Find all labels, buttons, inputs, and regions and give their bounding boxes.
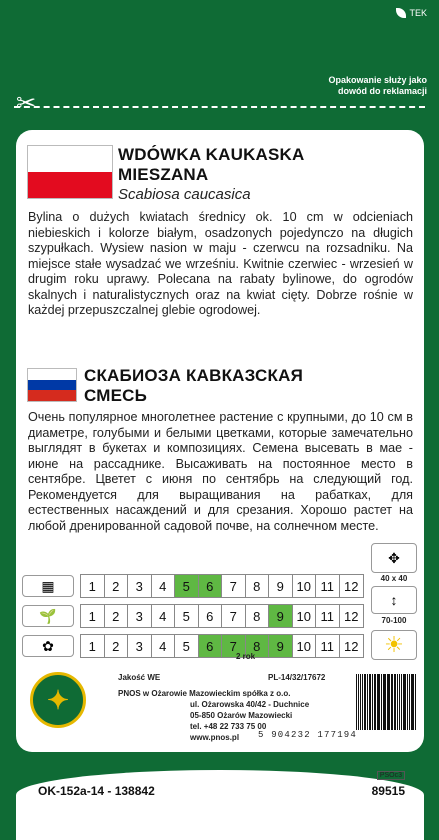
pl-title-line2: MIESZANA: [118, 165, 209, 184]
planting-month-cell: 11: [316, 605, 340, 627]
spacing-label: 40 x 40: [380, 574, 408, 583]
lot-number: 89515: [371, 784, 405, 798]
flowering-month-cell: 12: [340, 635, 364, 657]
flowering-month-cell: 11: [316, 635, 340, 657]
flowering-month-cell: 5: [175, 635, 199, 657]
pnos-badge-icon: ✦: [30, 672, 86, 728]
pl-description: Bylina o dużych kwiatach średnicy ok. 10 cm w odcieniach niebieskich i kolorze białym, osadzonych pojedynczo na długich szypułkach. Wysiew nasion w maju - czerwcu na rozsadniku. Na miejsce stałe wysadzać we wrześniu. Kwitnie czerwiec - wrzesień w drugim roku uprawy. Polecana na rabaty bylinowe, do ogrodów skalnych i naturalistycznych oraz na kwiat cięty. Dobrze rośnie w każdej przepuszczalnej glebie ogrodowej.: [28, 210, 413, 317]
planting-month-cell: 8: [246, 605, 270, 627]
planting-month-cell: 10: [293, 605, 317, 627]
flowering-row: [22, 634, 366, 658]
sun-icon: ☀: [371, 630, 417, 660]
company-city: 05-850 Ożarów Mazowiecki: [190, 711, 293, 720]
planting-row: [22, 604, 366, 628]
planting-month-cell: 4: [152, 605, 176, 627]
sowing-month-cell: 2: [105, 575, 129, 597]
sowing-month-cell: 4: [152, 575, 176, 597]
russia-flag-icon: [27, 368, 77, 402]
company-street: ul. Ożarowska 40/42 - Duchnice: [190, 700, 310, 709]
spacing-icon: ✥: [371, 543, 417, 573]
sowing-month-cell: 6: [199, 575, 223, 597]
flowering-month-cell: 3: [128, 635, 152, 657]
pso-label: PSOc3: [377, 771, 405, 780]
planting-cells: [80, 604, 364, 628]
company-website[interactable]: www.pnos.pl: [190, 733, 240, 742]
height-label: 70-100: [381, 616, 407, 625]
planting-month-cell: 6: [199, 605, 223, 627]
sowing-month-cell: 7: [222, 575, 246, 597]
sowing-month-cell: 8: [246, 575, 270, 597]
ru-title-line2: СМЕСЬ: [84, 386, 148, 405]
barcode: [356, 674, 416, 730]
sowing-month-cell: 3: [128, 575, 152, 597]
cut-line: [14, 106, 425, 108]
flowering-month-cell: 1: [81, 635, 105, 657]
sowing-month-cell: 10: [293, 575, 317, 597]
planting-month-cell: 5: [175, 605, 199, 627]
flowering-month-cell: 10: [293, 635, 317, 657]
flowering-cells: [80, 634, 364, 658]
poland-flag-icon: [27, 145, 113, 199]
ru-title-line1: СКАБИОЗА КАВКАЗСКАЯ: [84, 366, 303, 385]
sowing-month-cell: 1: [81, 575, 105, 597]
flowering-month-cell: 6: [199, 635, 223, 657]
flower-icon: ✿: [22, 635, 74, 657]
flowering-month-cell: 2: [105, 635, 129, 657]
product-code: OK-152a-14 - 138842: [38, 784, 155, 798]
quality-label: Jakość WE: [118, 673, 161, 682]
year-label: 2 rok: [236, 652, 256, 661]
sowing-month-cell: 9: [269, 575, 293, 597]
tek-logo: [396, 8, 427, 18]
scissors-icon: ✂: [16, 90, 37, 117]
planting-month-cell: 1: [81, 605, 105, 627]
sowing-month-cell: 11: [316, 575, 340, 597]
company-phone: tel. +48 22 733 75 00: [190, 722, 267, 731]
planting-month-cell: 7: [222, 605, 246, 627]
latin-name: Scabiosa caucasica: [118, 186, 251, 203]
planting-month-cell: 9: [269, 605, 293, 627]
flowering-month-cell: 9: [269, 635, 293, 657]
flowering-month-cell: 4: [152, 635, 176, 657]
sowing-month-cell: 12: [340, 575, 364, 597]
seed-tray-icon: ▦: [22, 575, 74, 597]
flowering-month-cell: 7: [222, 635, 246, 657]
sowing-row: [22, 574, 366, 598]
planting-month-cell: 12: [340, 605, 364, 627]
seedling-icon: 🌱: [22, 605, 74, 627]
brand-label: TEK: [409, 8, 427, 18]
planting-month-cell: 2: [105, 605, 129, 627]
flowering-month-cell: 8: [246, 635, 270, 657]
company-name: PNOS w Ożarowie Mazowieckim spółka z o.o.: [118, 689, 291, 698]
sowing-month-cell: 5: [175, 575, 199, 597]
sowing-cells: [80, 574, 364, 598]
leaf-icon: [396, 8, 406, 18]
barcode-number: 5 904232 177194: [258, 730, 358, 740]
planting-month-cell: 3: [128, 605, 152, 627]
registration-number: PL-14/32/17672: [268, 673, 326, 682]
height-icon: ↕: [371, 586, 417, 614]
bottom-panel: [16, 770, 424, 840]
complaint-notice: Opakowanie służy jako dowód do reklamacji: [328, 75, 427, 96]
pl-title-line1: WDÓWKA KAUKASKA: [118, 145, 305, 164]
ru-description: Очень популярное многолетнее растение с крупными, до 10 см в диаметре, голубыми и белыми цветками, которые замечательно выглядят в букетах и композициях. Семена высевать в мае - июне на рассаднике. Высаживать на постоянное место в сентябре. Цветет с июня по сентябрь на следующий год. Рекомендуется для выращивания на рабатках, для естественных насаждений и для срезания. Хорошо растет на любой дренированной садовой почве, на солнечном месте.: [28, 410, 413, 533]
